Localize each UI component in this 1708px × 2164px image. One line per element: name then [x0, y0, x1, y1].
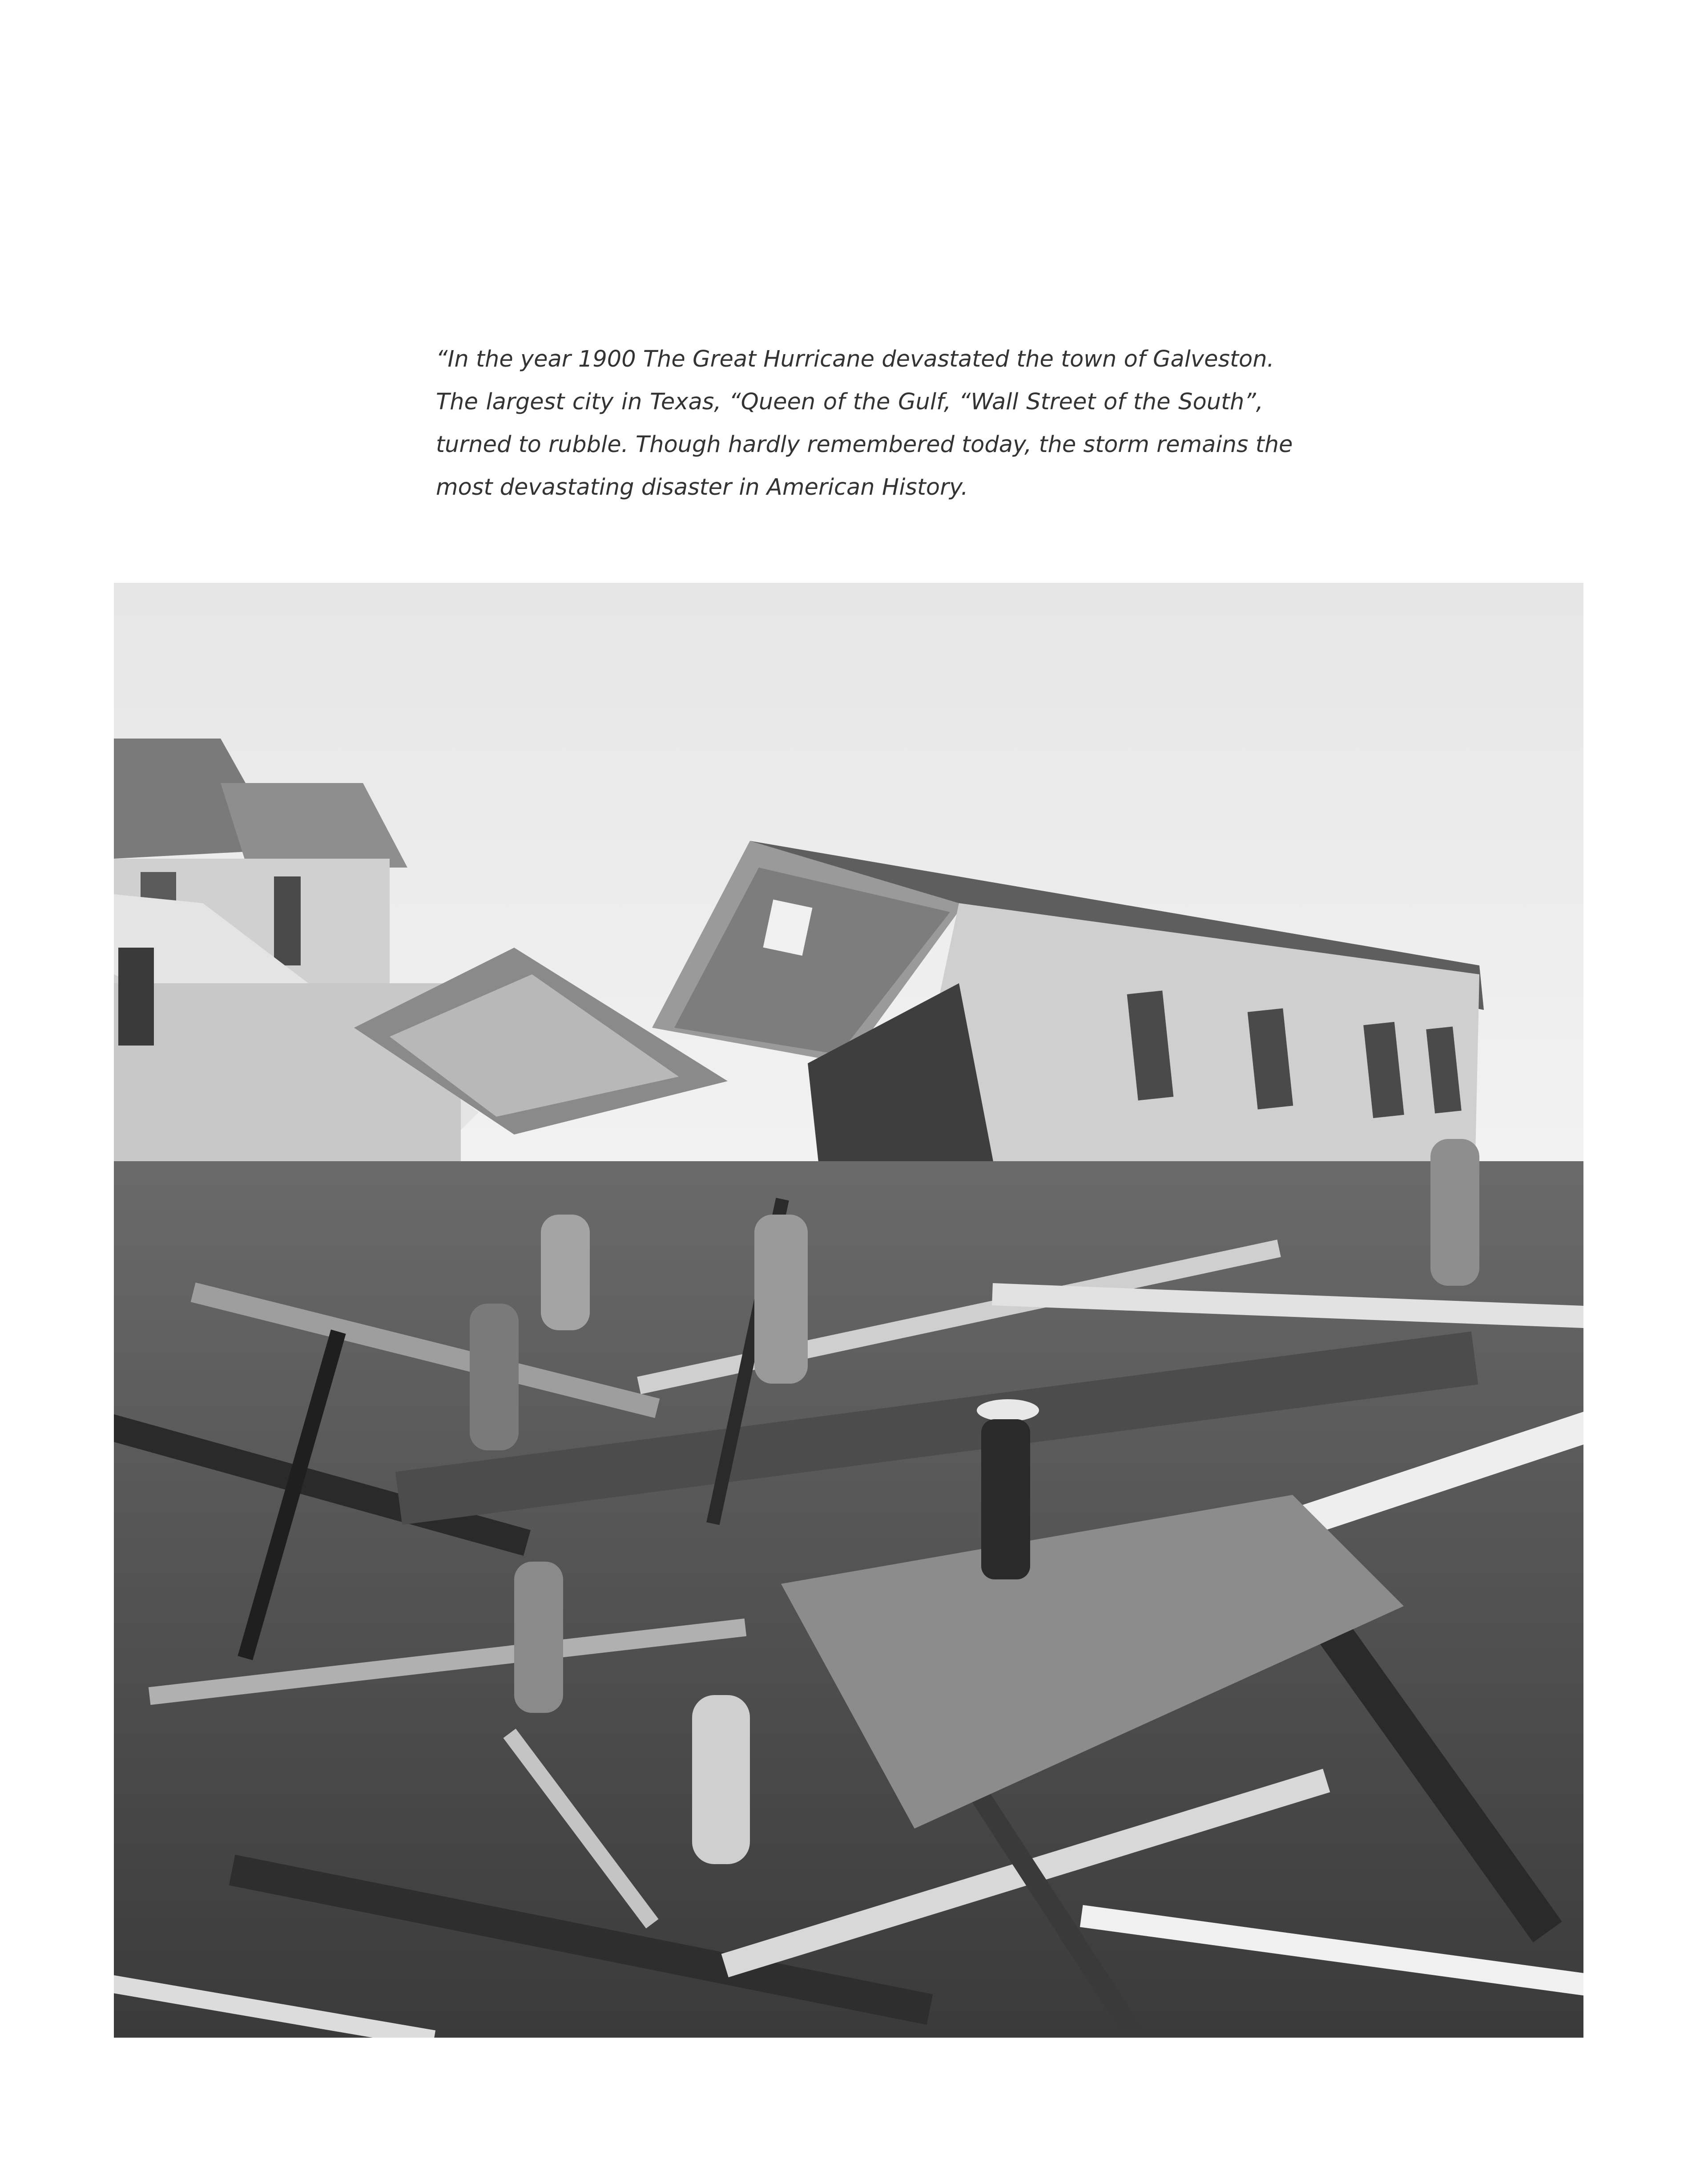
wreckage-illustration	[114, 583, 1583, 2038]
caption-quote	[436, 338, 1293, 509]
caption-line: turned to rubble. Though hardly remembered today, the storm remains the	[436, 432, 1293, 458]
caption-line: “In the year 1900 The Great Hurricane devastated the town of Galveston.	[436, 346, 1274, 372]
caption-line: most devastating disaster in American History.	[436, 474, 968, 501]
hurricane-wreckage-photo	[114, 583, 1583, 2038]
caption-line: The largest city in Texas, “Queen of the Gulf, “Wall Street of the South”,	[436, 389, 1263, 415]
